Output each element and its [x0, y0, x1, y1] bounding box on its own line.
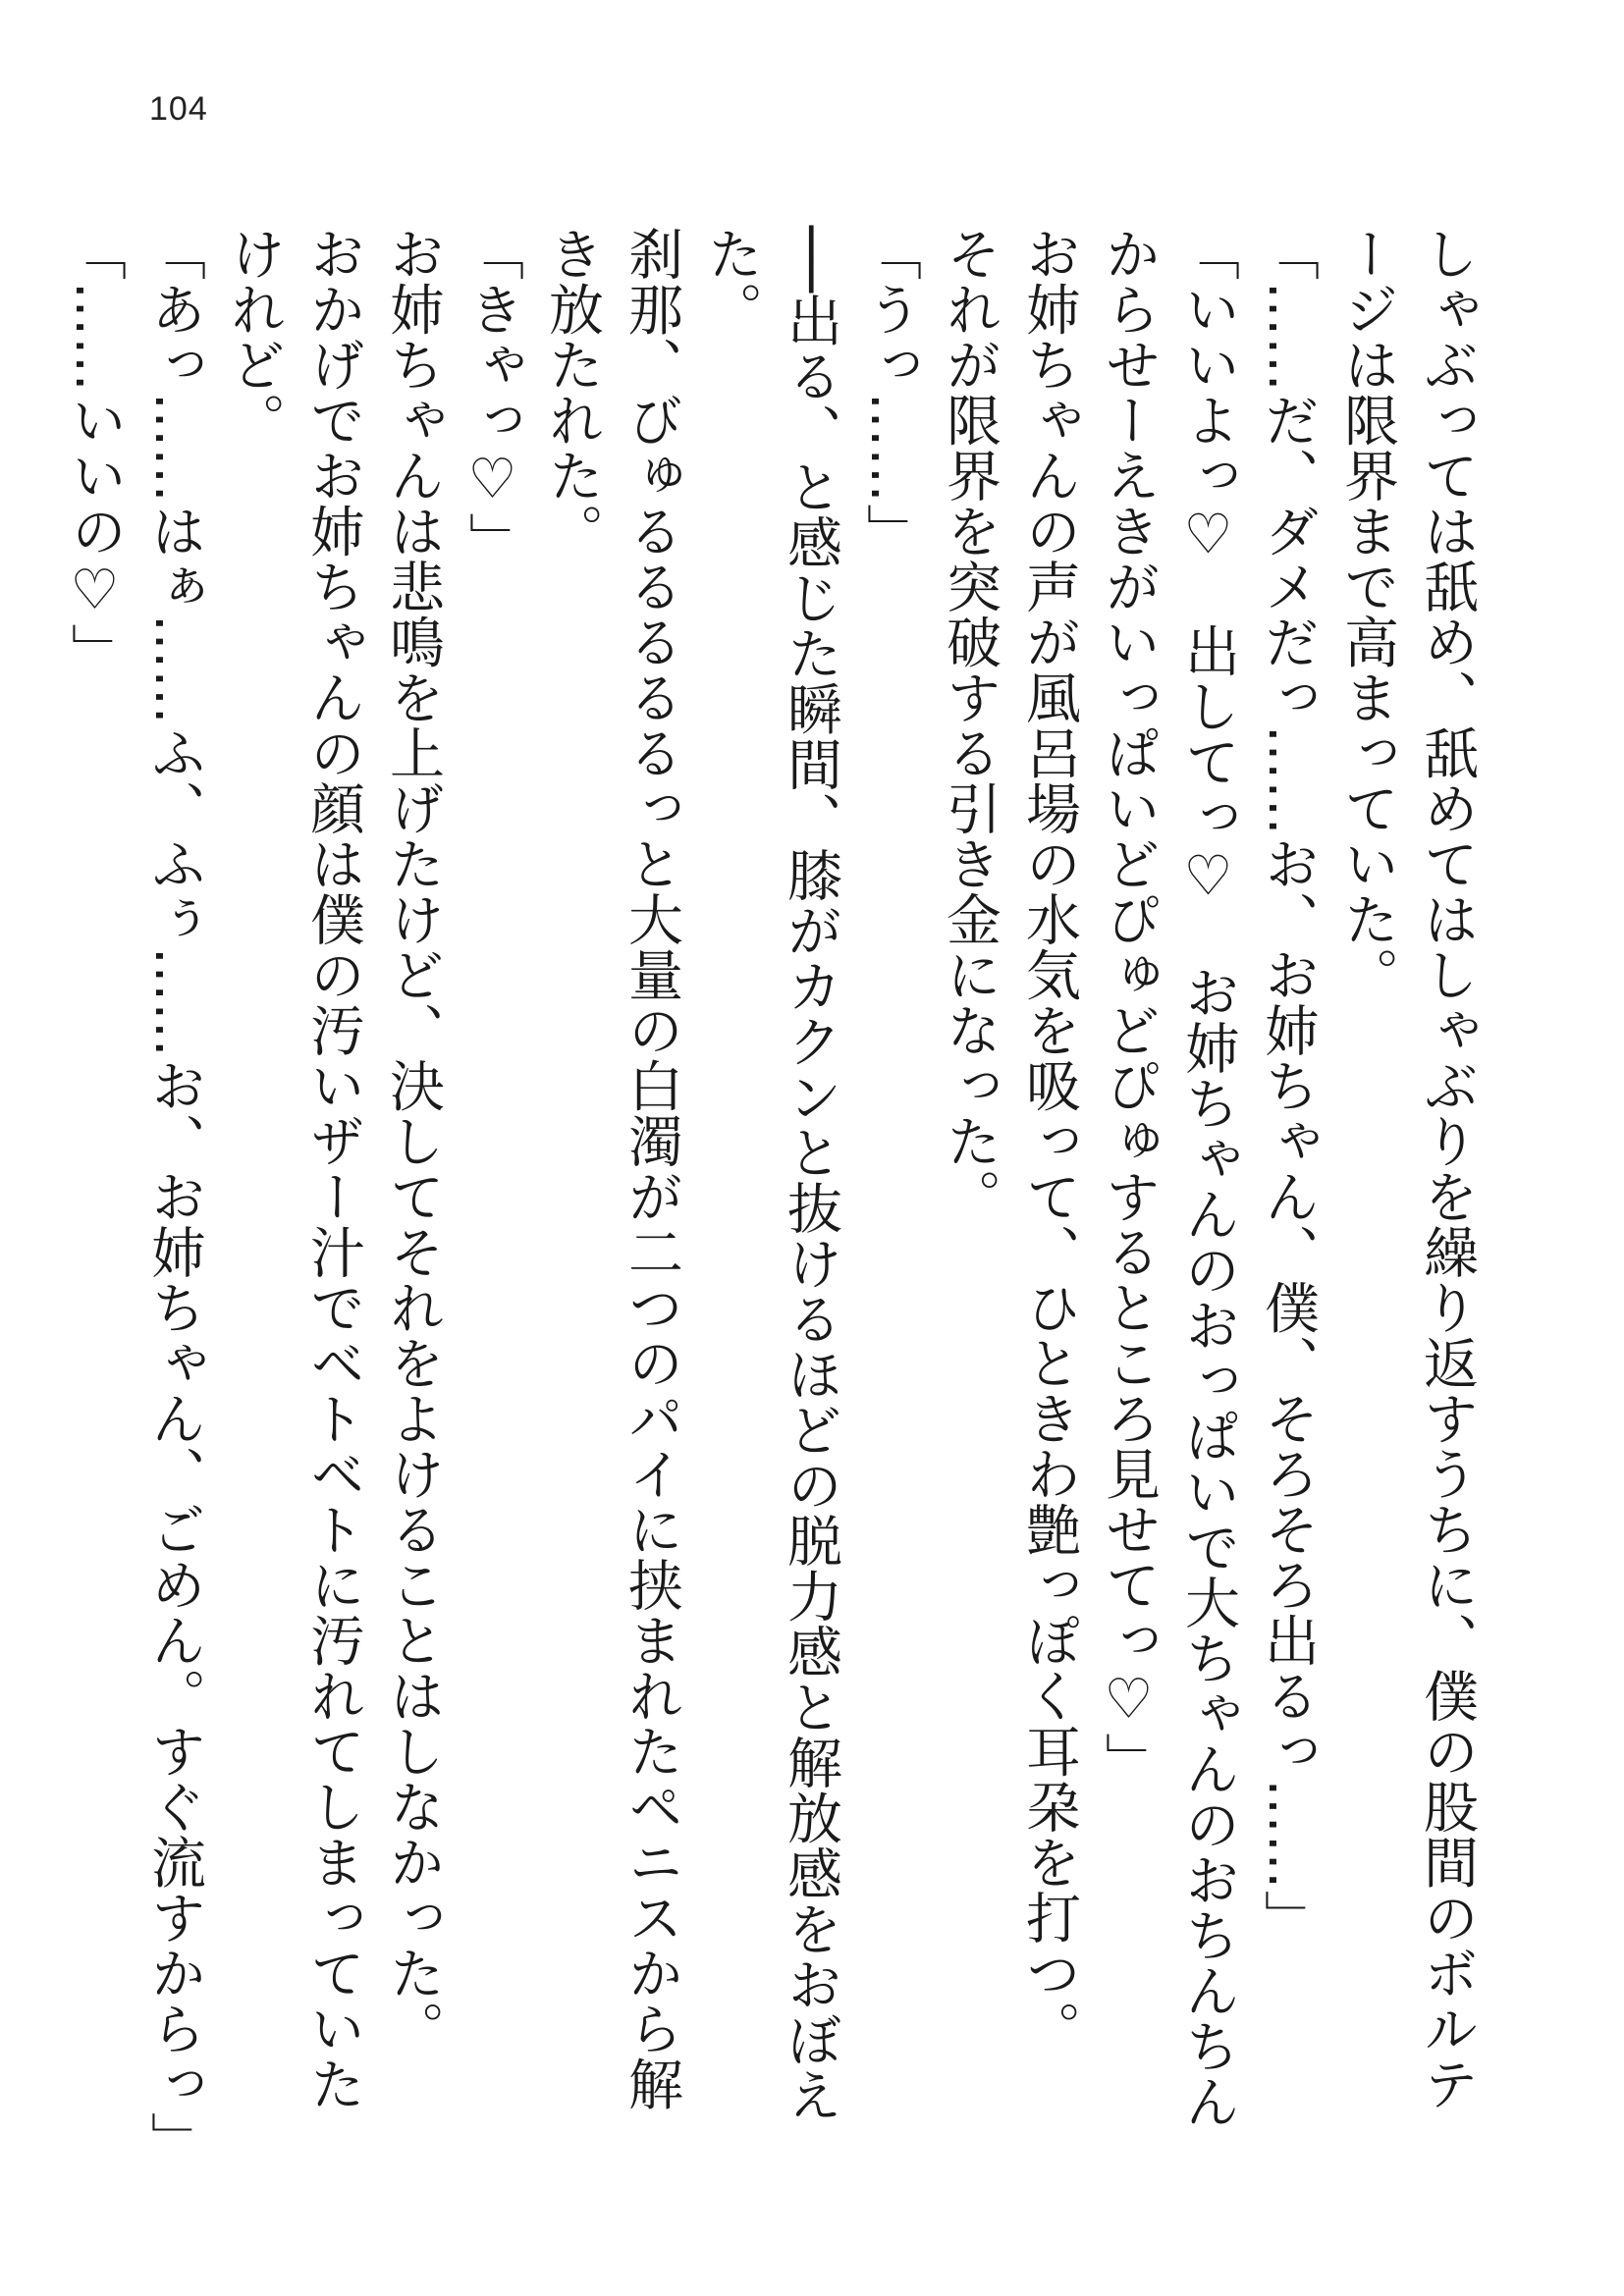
paragraph: それが限界を突破する引き金になった。 [938, 226, 1001, 1224]
body-text [55, 226, 1487, 2167]
paragraph: 刹那、びゅるるるるるっと大量の白濁が二つのパイに挟まれたペニスから解き放たれた。 [540, 226, 683, 2111]
dialogue-line: 「うっ……」 [858, 226, 922, 559]
paragraph: お姉ちゃんは悲鳴を上げたけど、決してそれをよけることはしなかった。 [381, 226, 445, 2056]
paragraph: お姉ちゃんの声が風呂場の水気を吸って、ひときわ艶っぽく耳朶を打つ。 [1017, 226, 1081, 2056]
paragraph: しゃぶっては舐め、舐めてはしゃぶりを繰り返すうちに、僕の股間のボルテージは限界まで高まっていた。 [1335, 226, 1479, 2111]
paragraph: ──出る、と感じた瞬間、膝がカクンと抜けるほどの脱力感と解放感をおぼえた。 [699, 226, 842, 2123]
dialogue-line: 「いいよっ♡ 出してっ♡ お姉ちゃんのおっぱいで大ちゃんのおちんちんからせーえきがいっぱいどぴゅどぴゅするところ見せてっ♡」 [1097, 226, 1240, 2129]
paragraph: おかげでお姉ちゃんの顔は僕の汚いザー汁でベトベトに汚れてしまっていたけれど。 [222, 226, 365, 2111]
dialogue-line: 「……いいの♡」 [63, 226, 127, 678]
dialogue-line: 「あっ……はぁ……ふ、ふぅ……お、お姉ちゃん、ごめん。すぐ流すからっ」 [142, 226, 206, 2167]
dialogue-line: 「……だ、ダメだっ……お、お姉ちゃん、僕、そろそろ出るっ……」 [1256, 226, 1320, 1946]
dialogue-line: 「きゃっ♡」 [460, 226, 524, 567]
page-number: 104 [149, 90, 208, 128]
